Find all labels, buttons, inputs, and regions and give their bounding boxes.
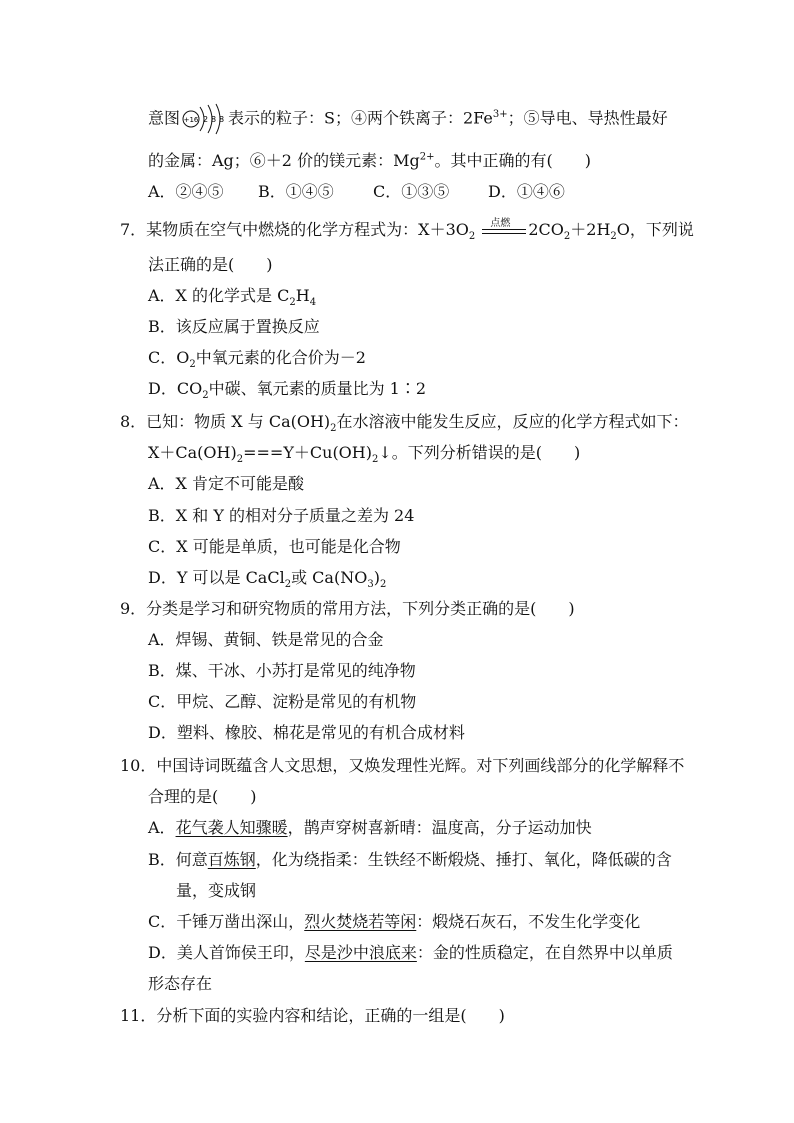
- q10-option-a: [148, 817, 592, 839]
- q8-opt-d-c: ): [373, 568, 380, 587]
- q8-eq-a: X＋Ca(OH): [148, 443, 237, 462]
- q7-stem-b: 2CO: [528, 220, 564, 239]
- q10-option-c: [148, 911, 640, 933]
- q8-stem-b: 在水溶液中能发生反应，反应的化学方程式如下：: [336, 412, 689, 431]
- q7-option-b: B．该反应属于置换反应: [148, 317, 320, 336]
- q8-stem-a: 8．已知：物质 X 与 Ca(OH): [120, 412, 331, 431]
- q10-option-d-cont: 形态存在: [148, 974, 213, 993]
- q7-opt-c-sub: 2: [189, 359, 196, 371]
- q8-option-b: B．X 和 Y 的相对分子质量之差为 24: [148, 506, 415, 525]
- q7-opt-d-pre: D．CO: [148, 379, 203, 398]
- q10-opt-c-pre: C．千锤万凿出深山，: [148, 912, 305, 931]
- q9-option-a: A．焊锡、黄铜、铁是常见的合金: [148, 630, 384, 649]
- q7-opt-a-text: A．X 的化学式是 C: [148, 286, 290, 305]
- q9-option-b: B．煤、干冰、小苏打是常见的纯净物: [148, 661, 416, 680]
- q7-stem-d: O，下列说: [616, 220, 694, 239]
- shell-2-count: 8: [211, 115, 217, 124]
- q10-opt-b-post: ，化为绕指柔：生铁经不断煅烧、捶打、氧化，降低碳的含: [255, 850, 672, 869]
- atom-structure-diagram: [182, 103, 226, 135]
- q10-opt-d-post: ：金的性质稳定，在自然界中以单质: [416, 943, 673, 962]
- q7-opt-c-post: 中氧元素的化合价为－2: [195, 348, 366, 367]
- q8-opt-d-a: D．Y 可以是 CaCl: [148, 568, 285, 587]
- q7-opt-d-post: 中碳、氧元素的质量比为 1∶2: [208, 379, 427, 398]
- q7-opt-a-h-sub: 4: [309, 297, 317, 309]
- q7-opt-a-h: H: [295, 286, 310, 305]
- q6-option-a: A．②④⑤: [148, 182, 224, 201]
- mg-charge: 2+: [419, 151, 435, 163]
- q8-opt-d-b: 或 Ca(NO: [291, 568, 368, 587]
- q6-option-b: B．①④⑤: [258, 182, 334, 201]
- q10-opt-c-underlined: 烈火焚烧若等闲: [304, 912, 417, 931]
- q7-h2o-sub: 2: [610, 231, 617, 243]
- q6-line-1: [148, 103, 668, 135]
- shell-1-count: 2: [203, 115, 209, 124]
- nucleus-charge: +16: [183, 116, 199, 124]
- q7-opt-c-pre: C．O: [148, 348, 190, 367]
- q8-eq-sub2: 2: [372, 454, 379, 466]
- equals-line-top: [482, 229, 526, 230]
- q6-text-a: 意图: [148, 108, 181, 128]
- q6-text-c: ；⑤导电、导热性最好: [507, 108, 668, 128]
- q7-option-d: [148, 378, 426, 400]
- q10-opt-c-post: ：煅烧石灰石，不发生化学变化: [416, 912, 641, 931]
- q9-stem: 9．分类是学习和研究物质的常用方法，下列分类正确的是( ): [120, 599, 575, 618]
- q9-option-c: C．甲烷、乙醇、淀粉是常见的有机物: [148, 692, 417, 711]
- q7-o2-sub: 2: [468, 231, 476, 243]
- q7-option-a: [148, 285, 316, 307]
- fe-charge: 3+: [492, 109, 508, 121]
- q10-opt-a-pre: A．: [148, 818, 176, 837]
- q7-option-c: [148, 347, 366, 369]
- q8-stem-line-1: [120, 411, 689, 433]
- q6-option-d: D．①④⑥: [488, 182, 565, 201]
- q8-option-c: C．X 可能是单质，也可能是化合物: [148, 537, 401, 556]
- q7-stem-line-1: [120, 219, 694, 241]
- q7-opt-d-sub: 2: [202, 390, 209, 402]
- q8-eq-sub1: 2: [236, 454, 244, 466]
- q7-stem-a: 7．某物质在空气中燃烧的化学方程式为：X＋3O: [120, 220, 469, 239]
- q6-line2-text-a: 的金属：Ag；⑥＋2 价的镁元素：Mg: [148, 151, 420, 170]
- q8-opt-d-sub2: 3: [367, 579, 374, 591]
- q8-eq-b: ===Y＋Cu(OH): [243, 443, 372, 462]
- q8-opt-d-sub1: 2: [284, 579, 292, 591]
- q8-eq-c: ↓。下列分析错误的是( ): [378, 443, 581, 462]
- reaction-condition-arrow: [482, 217, 526, 241]
- q8-stem-sub: 2: [330, 423, 337, 435]
- shell-3-count: 8: [219, 115, 225, 124]
- q6-line-2: [148, 150, 591, 172]
- q6-text-b: 表示的粒子：S；④两个铁离子：2Fe: [228, 108, 493, 128]
- q10-opt-b-underlined: 百炼钢: [207, 850, 256, 869]
- q8-opt-d-sub3: 2: [379, 579, 387, 591]
- q7-opt-a-c-sub: 2: [289, 297, 296, 309]
- equals-line-bottom: [482, 233, 526, 234]
- q10-option-b: [148, 849, 672, 871]
- q10-option-d: [148, 942, 673, 964]
- condition-label: 点燃: [490, 217, 511, 229]
- q7-stem-c: ＋2H: [570, 220, 611, 239]
- q9-option-d: D．塑料、橡胶、棉花是常见的有机合成材料: [148, 723, 465, 742]
- q7-stem-line-2: 法正确的是( ): [148, 255, 273, 274]
- q6-option-c: C．①③⑤: [373, 182, 450, 201]
- q10-opt-d-pre: D．美人首饰侯王印，: [148, 943, 305, 962]
- q8-equation-line: [148, 442, 580, 464]
- q8-option-a: A．X 肯定不可能是酸: [148, 474, 305, 493]
- q11-stem: 11．分析下面的实验内容和结论，正确的一组是( ): [120, 1006, 505, 1025]
- q6-line2-text-b: 。其中正确的有( ): [434, 151, 591, 170]
- q10-opt-a-post: ，鹊声穿树喜新晴：温度高，分子运动加快: [287, 818, 592, 837]
- q8-option-d: [148, 567, 386, 589]
- q10-stem-line-2: 合理的是( ): [148, 787, 257, 806]
- q10-opt-d-underlined: 尽是沙中浪底来: [304, 943, 417, 962]
- q10-stem-line-1: 10．中国诗词既蕴含人文思想，又焕发理性光辉。对下列画线部分的化学解释不: [120, 756, 685, 775]
- q7-co2-sub: 2: [563, 231, 571, 243]
- q10-option-b-cont: 量，变成钢: [176, 881, 257, 900]
- q10-opt-b-pre: B．何意: [148, 850, 208, 869]
- q10-opt-a-underlined: 花气袭人知骤暖: [175, 818, 288, 837]
